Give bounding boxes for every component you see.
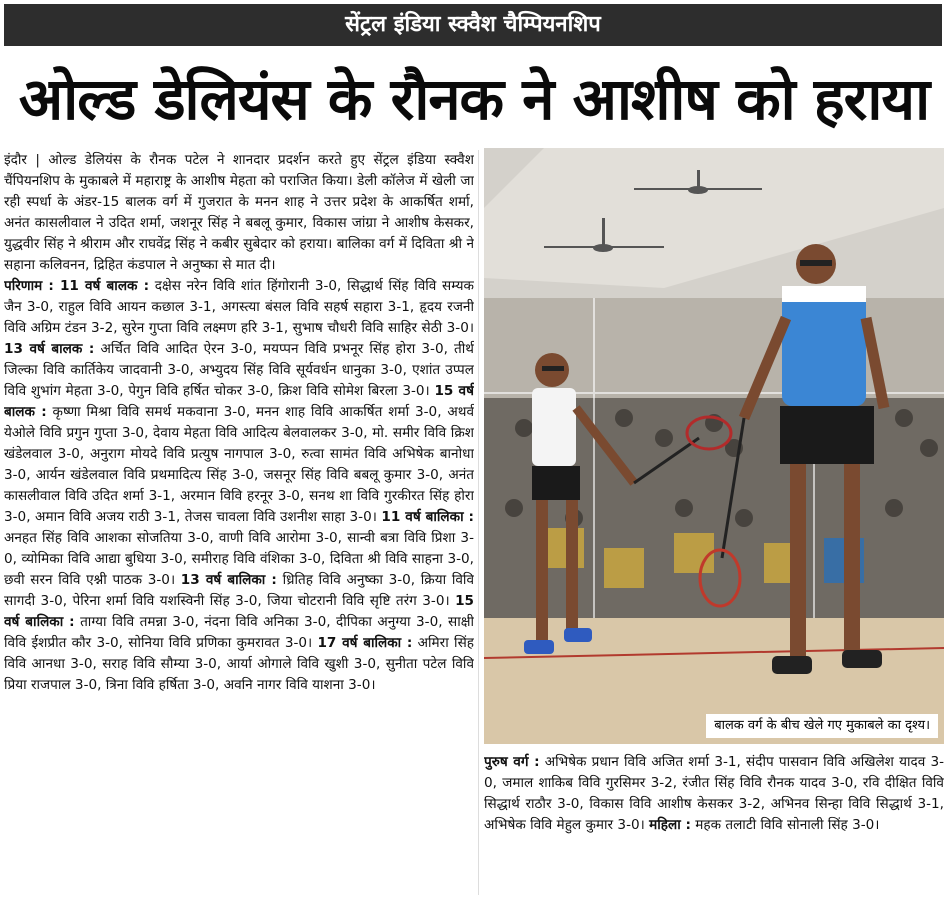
results-women: महक तलाटी विवि सोनाली सिंह 3-0। [695,817,880,833]
results-men: अभिषेक प्रधान विवि अजित शर्मा 3-1, संदीप पासवान विवि अखिलेश यादव 3-0, जमाल शाकिब विवि गुरसिमर 3-2, रंजीत सिंह विवि रौनक यादव 3-0, रवि दीक्षित विवि सिद्धार्थ राठौर 3-0, विकास विवि आशीष केसकर 3-2, अभिनव सिन्हा विवि सिद्धार्थ 3-1, अभिषेक विवि मेहुल कुमार 3-0। [484,754,944,833]
results-continued [484,752,944,836]
results-label: परिणाम : 11 वर्ष बालक : [4,278,150,294]
results-men-label: पुरुष वर्ग : [484,754,540,770]
results-paragraph [4,276,474,696]
results-u17-girls-label: 17 वर्ष बालिका : [317,635,413,651]
results-u13-boys: अर्चित विवि आदित ऐरन 3-0, मयप्पन विवि प्रभनूर सिंह होरा 3-0, तीर्थ जिल्का विवि कार्तिकेय जादवानी 3-0, अभ्युदय सिंह विवि सूर्यवर्धन धानुका 3-0, एशांत उप्पल विवि शुभांग मेहता 3-0, पेगुन विवि हर्षित चोकर 3-0, क्रिश विवि सोमेश बिरला 3-0। [4,341,474,399]
results-u15-girls: ताग्या विवि तमन्ना 3-0, नंदना विवि अनिका 3-0, दीपिका अनुग्या 3-0, साक्षी विवि ईशप्रीत कौर 3-0, सोनिया विवि प्रणिका कुमरावत 3-0। [4,614,474,651]
section-kicker: सेंट्रल इंडिया स्क्वैश चैम्पियनशिप [4,4,942,46]
results-women-label: महिला : [649,817,691,833]
results-u11-girls-label: 11 वर्ष बालिका : [381,509,474,525]
results-u11-girls: अनहत सिंह विवि आशका सोजतिया 3-0, वाणी विवि आरोमा 3-0, सान्वी बत्रा विवि प्रिशा 3-0, व्योमिका विवि आद्या बुधिया 3-0, समीराह विवि वंशिका 3-0, दिविता श्री विवि साहना 3-0, छवी सरन विवि एश्नी पाठक 3-0। [4,530,474,588]
article-intro: इंदौर | ओल्ड डेलियंस के रौनक पटेल ने शानदार प्रदर्शन करते हुए सेंट्रल इंडिया स्क्वैश चैंपियनशिप के मुकाबले में महाराष्ट्र के आशीष मेहता को पराजित किया। डेली कॉलेज में खेली जा रही स्पर्धा के अंडर-15 बालक वर्ग में गुजरात के मनन शाह ने उत्तर प्रदेश के आकर्षित शर्मा, अनंत कासलीवाल ने उदित शर्मा, जशनूर सिंह ने बबलू कुमार, विकास जांग्रा ने आशीष केसकर, युद्धवीर सिंह ने श्रीराम और राघवेंद्र सिंह ने कबीर सुबेदार को हराया। बालिका वर्ग में दिविता श्री ने सहाना कलिवनन, द्रिहित कंडपाल ने अनुष्का से मात दी। [4,152,474,273]
results-u15-boys-label: 15 वर्ष बालक : [4,383,474,420]
headline: ओल्ड डेलियंस के रौनक ने आशीष को हराया [18,65,930,133]
results-u15-girls-label: 15 वर्ष बालिका : [4,593,474,630]
results-u13-boys-label: 13 वर्ष बालक : [4,341,95,357]
results-u15-boys: कृष्णा मिश्रा विवि समर्थ मकवाना 3-0, मनन शाह विवि आकर्षित शर्मा 3-0, अथर्व येओले विवि प्रगुन गुप्ता 3-0, देवाय मेहता विवि आदित्य बेलवालकर 3-0, मो. समीर विवि क्रिश खंडेलवाल 3-0, अनुराग मोयदे विवि प्रत्युष नागपाल 3-0, रुत्वा सामंत विवि अभिषेक बानोधा 3-0, आर्यन खंडेलवाल विवि प्रथमादित्य सिंह 3-0, जसनूर सिंह विवि बबलू कुमार 3-0, अनंत कासलीवाल विवि उदित शर्मा 3-1, अरमान विवि हरनूर 3-0, सनथ शा विवि गुरकीरत सिंह होरा 3-0, अमान विवि अजय राठी 3-1, तेजस चावला विवि उशनीश साहा 3-0। [4,404,474,525]
article-right-continuation [484,752,944,898]
squash-players-illustration [484,148,944,744]
results-u13-girls: ध्रितिह विवि अनुष्का 3-0, क्रिया विवि सागदी 3-0, पेरिना शर्मा विवि यशस्विनी सिंह 3-0, जिया चोटरानी विवि सृष्टि तरंग 3-0। [4,572,474,609]
match-photo [484,148,944,744]
results-u11-boys: दक्षेस नरेन विवि शांत हिंगोरानी 3-0, सिद्धार्थ सिंह विवि सम्यक जैन 3-0, राहुल विवि आयन कछाल 3-1, अगस्त्या बंसल विवि सहर्ष सहारा 3-1, हृदय रजनी विवि अग्रिम टंडन 3-2, सुरेन गुप्ता विवि लक्ष्मण हरि 3-1, सुभाष चौधरी विवि साहिर सेठी 3-0। [4,278,474,336]
article-left-column [4,150,474,898]
column-divider [478,150,479,895]
results-u17-girls: अमिरा सिंह विवि आनधा 3-0, सराह विवि सौम्या 3-0, आर्या ओगाले विवि खुशी 3-0, सुनीता पटेल विवि प्रिया राजपाल 3-0, त्रिना विवि हर्षिता 3-0, अवनि नागर विवि याशना 3-0। [4,635,474,693]
results-u13-girls-label: 13 वर्ष बालिका : [180,572,277,588]
photo-caption: बालक वर्ग के बीच खेले गए मुकाबले का दृश्य। [706,714,938,738]
